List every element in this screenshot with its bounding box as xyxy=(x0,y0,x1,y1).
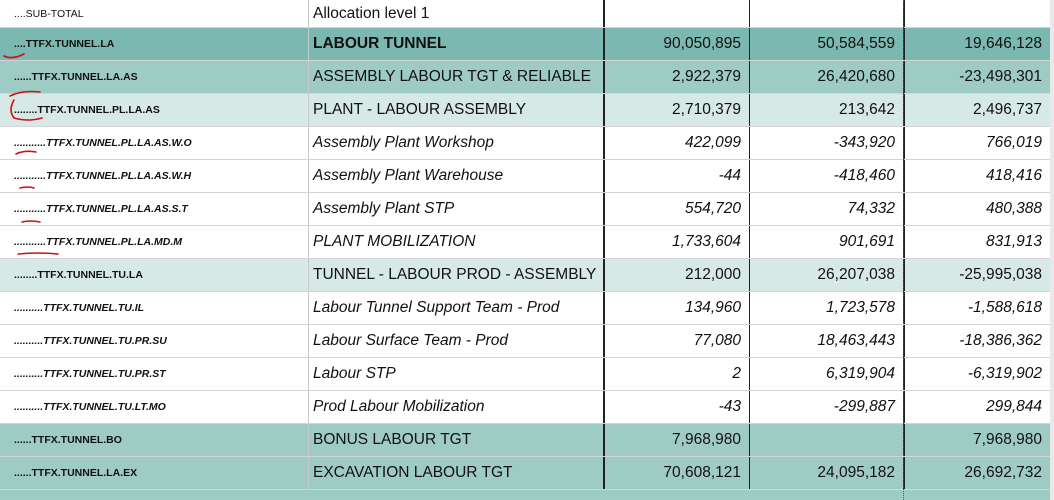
account-code-text: ...........TTFX.TUNNEL.PL.LA.AS.W.O xyxy=(14,137,192,149)
description-cell[interactable]: EXCAVATION LABOUR TGT xyxy=(308,457,603,489)
description-cell[interactable]: Labour Tunnel Support Team - Prod xyxy=(308,292,603,324)
table-row[interactable] xyxy=(0,358,1054,391)
header-value-3[interactable] xyxy=(903,0,1054,27)
table-row[interactable] xyxy=(0,160,1054,193)
value-1-cell[interactable]: 2,922,379 xyxy=(603,61,749,93)
value-1-cell[interactable]: 134,960 xyxy=(603,292,749,324)
table-row[interactable] xyxy=(0,127,1054,160)
value-2-cell[interactable]: -343,920 xyxy=(749,127,903,159)
description-cell[interactable]: BONUS LABOUR TGT xyxy=(308,424,603,456)
account-code-cell[interactable] xyxy=(0,292,308,324)
account-code-text: ..........TTFX.TUNNEL.TU.PR.ST xyxy=(14,368,166,380)
value-3-cell[interactable]: 418,416 xyxy=(903,160,1054,192)
subtotal-code-cell[interactable]: ....SUB-TOTAL xyxy=(14,7,84,20)
account-code-text: ...........TTFX.TUNNEL.PL.LA.AS.S.T xyxy=(14,203,188,215)
value-1-cell[interactable]: 7,968,980 xyxy=(603,424,749,456)
table-row[interactable] xyxy=(0,28,1054,61)
value-3-cell[interactable]: 2,496,737 xyxy=(903,94,1054,126)
account-code-cell[interactable] xyxy=(0,391,308,423)
table-row[interactable] xyxy=(0,325,1054,358)
table-row[interactable] xyxy=(0,424,1054,457)
value-1-cell[interactable]: 2,710,379 xyxy=(603,94,749,126)
description-cell[interactable]: TUNNEL - LABOUR PROD - ASSEMBLY xyxy=(308,259,603,291)
description-cell[interactable]: Labour Surface Team - Prod xyxy=(308,325,603,357)
description-cell[interactable]: ASSEMBLY LABOUR TGT & RELIABLE xyxy=(308,61,603,93)
account-code-text: ..........TTFX.TUNNEL.TU.LT.MO xyxy=(14,401,166,413)
value-1-cell[interactable]: 1,733,604 xyxy=(603,226,749,258)
table-row[interactable] xyxy=(0,259,1054,292)
column-separator xyxy=(903,0,904,500)
value-2-cell[interactable]: 1,723,578 xyxy=(749,292,903,324)
value-2-cell[interactable]: 213,642 xyxy=(749,94,903,126)
value-2-cell[interactable]: 18,463,443 xyxy=(749,325,903,357)
value-1-cell[interactable]: 212,000 xyxy=(603,259,749,291)
value-2-cell[interactable]: 26,420,680 xyxy=(749,61,903,93)
value-3-cell[interactable]: 7,968,980 xyxy=(903,424,1054,456)
value-3-cell[interactable]: -23,498,301 xyxy=(903,61,1054,93)
value-1-cell[interactable]: -43 xyxy=(603,391,749,423)
table-row[interactable] xyxy=(0,457,1054,490)
account-code-cell[interactable]: ........TTFX.TUNNEL.TU.LA xyxy=(14,269,143,281)
account-code-text: ...........TTFX.TUNNEL.PL.LA.MD.M xyxy=(14,236,182,248)
value-2-cell[interactable]: 26,207,038 xyxy=(749,259,903,291)
description-cell[interactable]: Assembly Plant Workshop xyxy=(308,127,603,159)
value-3-cell[interactable]: 766,019 xyxy=(903,127,1054,159)
window-edge xyxy=(1050,0,1054,500)
account-code-cell[interactable] xyxy=(0,358,308,390)
value-2-cell[interactable]: 6,319,904 xyxy=(749,358,903,390)
table-row[interactable] xyxy=(0,226,1054,259)
value-3-cell[interactable]: -6,319,902 xyxy=(903,358,1054,390)
red-annotation-marks xyxy=(0,40,60,280)
account-code-text: ..........TTFX.TUNNEL.TU.PR.SU xyxy=(14,335,167,347)
value-3-cell[interactable]: -25,995,038 xyxy=(903,259,1054,291)
table-row[interactable] xyxy=(0,292,1054,325)
value-2-cell[interactable]: 24,095,182 xyxy=(749,457,903,489)
allocation-level-cell[interactable]: Allocation level 1 xyxy=(308,0,603,27)
account-code-text: ..........TTFX.TUNNEL.TU.IL xyxy=(14,302,145,314)
value-3-cell[interactable]: 480,388 xyxy=(903,193,1054,225)
value-1-cell[interactable]: 422,099 xyxy=(603,127,749,159)
account-code-cell[interactable] xyxy=(0,325,308,357)
table-row[interactable] xyxy=(0,61,1054,94)
account-code-cell[interactable]: ......TTFX.TUNNEL.LA.EX xyxy=(14,467,138,479)
value-3-cell[interactable]: 19,646,128 xyxy=(903,28,1054,60)
value-1-cell[interactable]: -44 xyxy=(603,160,749,192)
value-2-cell[interactable]: 901,691 xyxy=(749,226,903,258)
table-row[interactable] xyxy=(0,94,1054,127)
header-value-1[interactable] xyxy=(603,0,749,27)
next-row-strip xyxy=(0,490,1054,500)
value-3-cell[interactable]: 831,913 xyxy=(903,226,1054,258)
description-cell[interactable]: PLANT - LABOUR ASSEMBLY xyxy=(308,94,603,126)
value-2-cell[interactable]: -418,460 xyxy=(749,160,903,192)
description-cell[interactable]: PLANT MOBILIZATION xyxy=(308,226,603,258)
value-3-cell[interactable]: -1,588,618 xyxy=(903,292,1054,324)
description-cell[interactable]: Assembly Plant Warehouse xyxy=(308,160,603,192)
value-1-cell[interactable]: 554,720 xyxy=(603,193,749,225)
value-3-cell[interactable]: 299,844 xyxy=(903,391,1054,423)
value-2-cell[interactable]: 50,584,559 xyxy=(749,28,903,60)
account-code-cell[interactable]: ....TTFX.TUNNEL.LA xyxy=(14,38,115,50)
account-code-cell[interactable]: ......TTFX.TUNNEL.BO xyxy=(14,434,122,446)
description-cell[interactable]: LABOUR TUNNEL xyxy=(308,28,603,60)
description-cell[interactable]: Prod Labour Mobilization xyxy=(308,391,603,423)
subtotal-header-row[interactable] xyxy=(0,0,1054,28)
account-code-cell[interactable]: ........TTFX.TUNNEL.PL.LA.AS xyxy=(14,104,160,116)
value-1-cell[interactable]: 77,080 xyxy=(603,325,749,357)
table-row[interactable] xyxy=(0,193,1054,226)
account-code-text: ...........TTFX.TUNNEL.PL.LA.AS.W.H xyxy=(14,170,192,182)
value-2-cell[interactable] xyxy=(749,424,903,456)
header-value-2[interactable] xyxy=(749,0,903,27)
value-1-cell[interactable]: 90,050,895 xyxy=(603,28,749,60)
table-row[interactable] xyxy=(0,391,1054,424)
value-2-cell[interactable]: -299,887 xyxy=(749,391,903,423)
value-2-cell[interactable]: 74,332 xyxy=(749,193,903,225)
value-1-cell[interactable]: 70,608,121 xyxy=(603,457,749,489)
value-3-cell[interactable]: -18,386,362 xyxy=(903,325,1054,357)
value-3-cell[interactable]: 26,692,732 xyxy=(903,457,1054,489)
description-cell[interactable]: Labour STP xyxy=(308,358,603,390)
description-cell[interactable]: Assembly Plant STP xyxy=(308,193,603,225)
value-1-cell[interactable]: 2 xyxy=(603,358,749,390)
account-code-cell[interactable]: ......TTFX.TUNNEL.LA.AS xyxy=(14,71,138,83)
